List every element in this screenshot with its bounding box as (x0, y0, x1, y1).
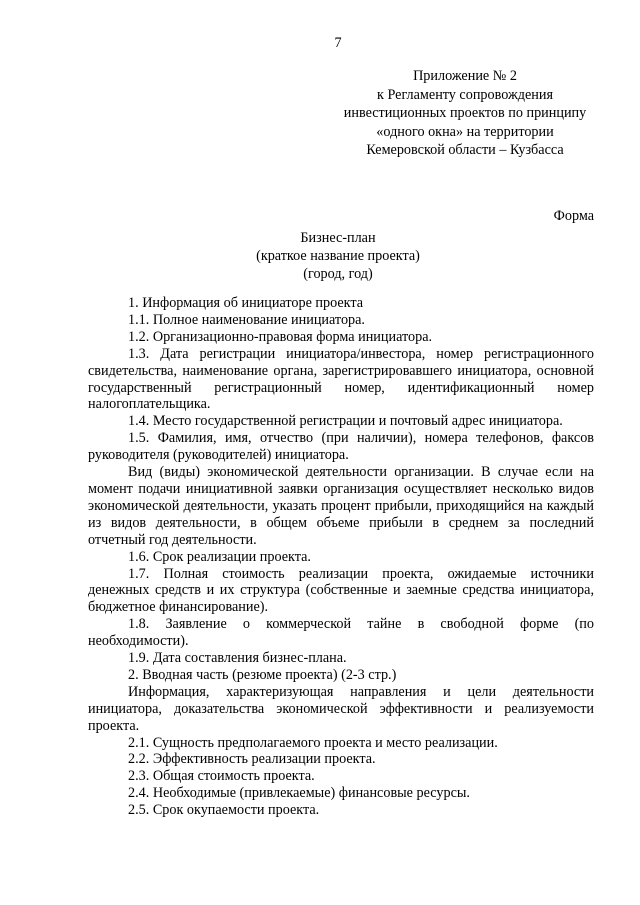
paragraph: 2.1. Сущность предполагаемого проекта и место реализации. (128, 734, 498, 751)
paragraph: 1.9. Дата составления бизнес-плана. (128, 650, 347, 667)
paragraph: Вид (виды) экономической деятельности организации. В случае если на момент подачи инициативной заявки организация осуществляет несколько видов экономической деятельности, указать процент прибыли, приходящийся на каждый из видов деятельности, в общем объеме прибыли в среднем за последний отчетный год деятельности. (88, 464, 594, 548)
paragraph: 2.5. Срок окупаемости проекта. (128, 802, 320, 819)
paragraph: 2.2. Эффективность реализации проекта. (128, 751, 376, 768)
paragraph: 1.3. Дата регистрации инициатора/инвестора, номер регистрационного свидетельства, наименование органа, зарегистрировавшего инициатора, основной государственный регистрационный номер, идентификационный номер налогоплательщика. (88, 345, 594, 413)
paragraph: 1.1. Полное наименование инициатора. (128, 311, 365, 328)
appendix-line: к Регламенту сопровождения (377, 86, 553, 103)
title-subline: (город, год) (303, 266, 373, 282)
page-number: 7 (334, 35, 342, 51)
document-body (88, 295, 594, 819)
paragraph: 2.4. Необходимые (привлекаемые) финансовые ресурсы. (128, 785, 470, 802)
appendix-line: «одного окна» на территории (376, 123, 554, 140)
paragraph: 2. Вводная часть (резюме проекта) (2-3 стр.) (128, 666, 397, 683)
paragraph: 1. Информация об инициаторе проекта (128, 295, 364, 311)
appendix-header (330, 67, 600, 160)
paragraph: Информация, характеризующая направления и цели деятельности инициатора, доказательства экономической эффективности и реализуемости проекта. (88, 683, 594, 734)
paragraph: 1.8. Заявление о коммерческой тайне в свободной форме (по необходимости). (88, 616, 594, 650)
paragraph: 1.4. Место государственной регистрации и почтовый адрес инициатора. (128, 413, 563, 430)
title-line: Бизнес-план (300, 230, 376, 246)
paragraph: 1.5. Фамилия, имя, отчество (при наличии), номера телефонов, факсов руководителя (руководителей) инициатора. (88, 430, 594, 464)
document-title (18, 229, 640, 283)
paragraph: 1.7. Полная стоимость реализации проекта, ожидаемые источники денежных средств и их структура (собственные и заемные средства инициатора, бюджетное финансирование). (88, 565, 594, 616)
appendix-line: Приложение № 2 (413, 68, 517, 84)
appendix-line: инвестиционных проектов по принципу (343, 105, 587, 121)
paragraph: 1.6. Срок реализации проекта. (128, 548, 311, 565)
title-subline: (краткое название проекта) (256, 248, 420, 264)
paragraph: 1.2. Организационно-правовая форма инициатора. (128, 328, 433, 345)
form-label: Форма (553, 208, 594, 224)
paragraph: 2.3. Общая стоимость проекта. (128, 768, 315, 785)
appendix-line: Кемеровской области – Кузбасса (366, 142, 564, 158)
